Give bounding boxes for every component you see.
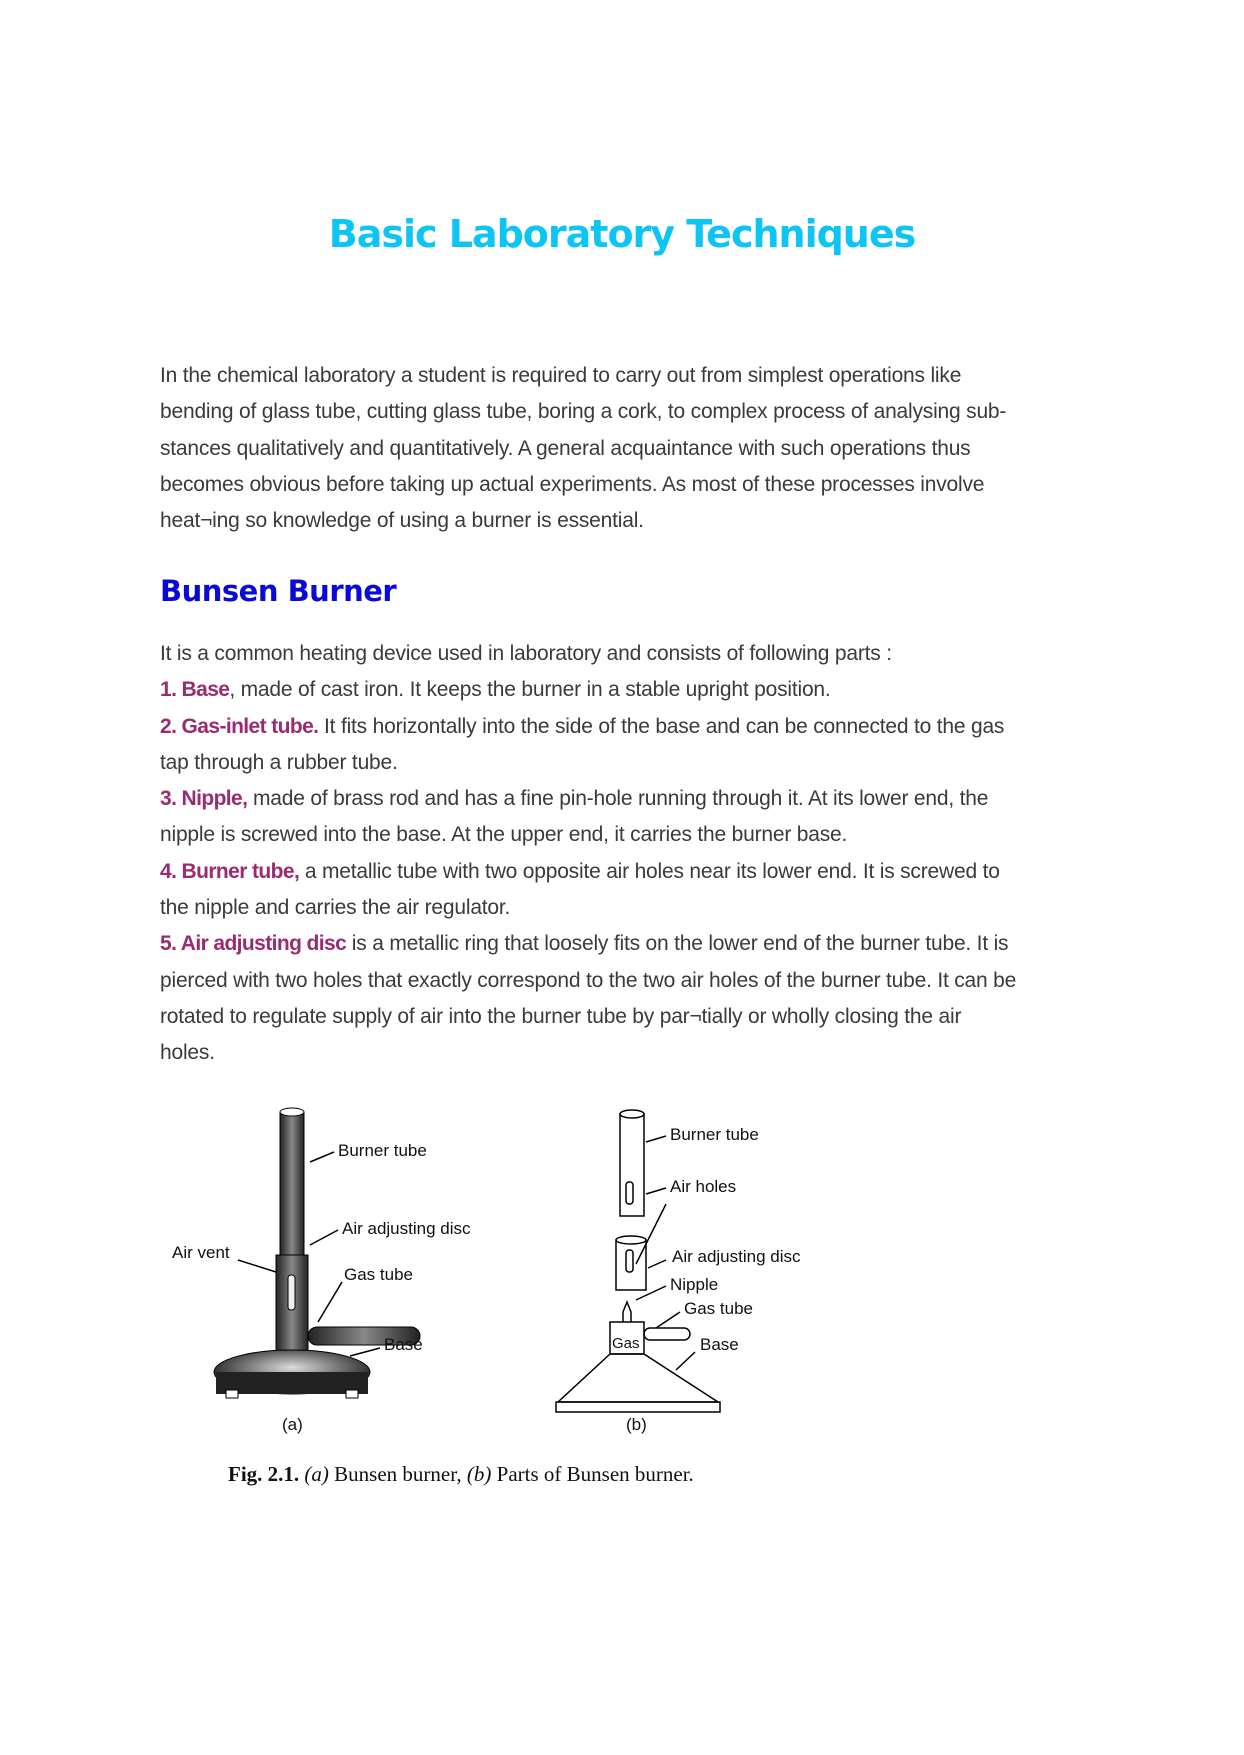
intro-line: heat¬ing so knowledge of using a burner is essential. [160,509,644,533]
part-term: 4. Burner tube, [160,859,300,883]
part-term: 2. Gas-inlet tube. [160,714,319,738]
page-title: Basic Laboratory Techniques [328,212,916,256]
part-item-base [160,672,1080,708]
bunsen-burner-figure [160,1100,860,1500]
part-text: , made of cast iron. It keeps the burner in a stable upright position. [229,678,831,702]
figure-caption [228,1462,694,1487]
parts-list [160,636,1080,1072]
part-item-burner-tube [160,854,1080,890]
caption-fig-number: Fig. 2.1. [228,1462,300,1486]
sub-label-a: (a) [282,1415,303,1434]
intro-paragraph [160,358,1080,539]
label-b-gas: Gas [612,1335,640,1352]
section-heading: Bunsen Burner [160,574,397,608]
part-item-gas-inlet [160,709,1080,745]
part-text-line: the nipple and carries the air regulator. [160,896,511,920]
intro-line: bending of glass tube, cutting glass tube, boring a cork, to complex process of analysing sub- [160,400,1007,424]
label-b-base: Base [700,1335,739,1354]
part-term: 3. Nipple, [160,787,248,811]
intro-line: In the chemical laboratory a student is required to carry out from simplest operations like [160,364,962,387]
intro-line: becomes obvious before taking up actual experiments. As most of these processes involve [160,472,985,496]
sub-label-b: (b) [626,1415,647,1434]
part-text: is a metallic ring that loosely fits on the lower end of the burner tube. It is [346,932,1009,956]
part-text-line: tap through a rubber tube. [160,750,398,774]
part-term: 5. Air adjusting disc [160,932,347,956]
part-text-line: pierced with two holes that exactly correspond to the two air holes of the burner tube. It can be [160,968,1017,992]
part-text-line: nipple is screwed into the base. At the upper end, it carries the burner base. [160,823,848,847]
label-b-gas-tube: Gas tube [684,1299,753,1318]
intro-line: stances qualitatively and quantitatively. A general acquaintance with such operations thus [160,436,971,460]
caption-a-mark: (a) [304,1462,329,1486]
burner-a-illustration [172,1108,471,1434]
label-air-vent: Air vent [172,1243,230,1262]
part-text-line: rotated to regulate supply of air into the burner tube by par¬tially or wholly closing the air [160,1004,962,1028]
bunsen-diagram-icon [160,1100,860,1460]
parts-lead: It is a common heating device used in laboratory and consists of following parts : [160,642,892,665]
label-base: Base [384,1335,423,1354]
caption-b-text: Parts of Bunsen burner. [491,1462,694,1486]
part-text-line: holes. [160,1041,215,1065]
part-text: a metallic tube with two opposite air holes near its lower end. It is screwed to [299,859,1000,883]
part-term: 1. Base [160,678,230,702]
part-text: It fits horizontally into the side of the base and can be connected to the gas [318,714,1005,738]
part-item-nipple [160,781,1080,817]
caption-a-text: Bunsen burner, [328,1462,467,1486]
label-b-air-holes: Air holes [670,1177,737,1196]
label-air-disc: Air adjusting disc [342,1219,471,1238]
label-gas-tube: Gas tube [344,1265,413,1284]
label-b-burner-tube: Burner tube [670,1125,759,1144]
caption-b-mark: (b) [466,1462,492,1486]
label-b-nipple: Nipple [670,1275,719,1294]
part-item-air-disc [160,926,1080,962]
label-b-air-disc: Air adjusting disc [672,1247,801,1266]
part-text: made of brass rod and has a fine pin-hole running through it. At its lower end, the [247,787,989,811]
label-burner-tube: Burner tube [338,1141,427,1160]
